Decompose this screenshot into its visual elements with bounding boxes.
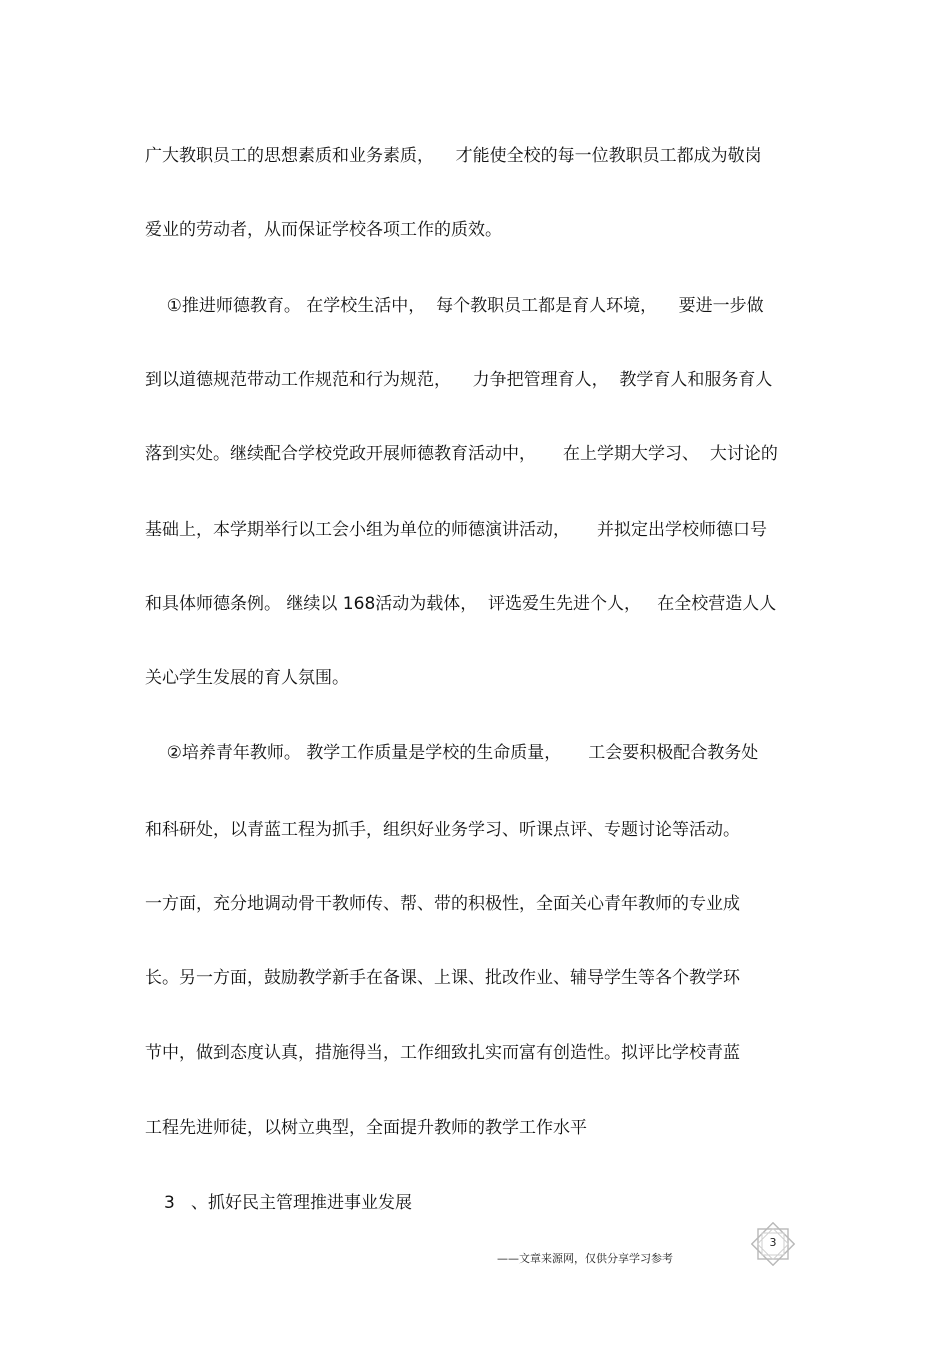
paragraph-line: 爱业的劳动者，从而保证学校各项工作的质效。 xyxy=(145,220,502,240)
paragraph-line: 节中，做到态度认真，措施得当，工作细致扎实而富有创造性。拟评比学校青蓝 xyxy=(145,1043,740,1063)
paragraph-line: 关心学生发展的育人氛围。 xyxy=(145,668,349,688)
paragraph-line: 和科研处，以青蓝工程为抓手，组织好业务学习、听课点评、专题讨论等活动。 xyxy=(145,820,740,840)
paragraph-line: ②培养青年教师。 教学工作质量是学校的生命质量， 工会要积极配合教务处 xyxy=(145,743,759,763)
page-number-badge xyxy=(751,1222,795,1266)
paragraph-line: 广大教职员工的思想素质和业务素质， 才能使全校的每一位教职员工都成为敬岗 xyxy=(145,146,762,166)
paragraph-line: 长。另一方面，鼓励教学新手在备课、上课、批改作业、辅导学生等各个教学环 xyxy=(145,968,740,988)
section-heading: 3 、抓好民主管理推进事业发展 xyxy=(164,1193,413,1213)
paragraph-line: 落到实处。继续配合学校党政开展师德教育活动中， 在上学期大学习、 大讨论的 xyxy=(145,444,778,464)
footer-source-note: ——文章来源网，仅供分享学习参考 xyxy=(497,1252,673,1265)
paragraph-line: 和具体师德条例。 继续以 168活动为载体， 评选爱生先进个人， 在全校营造人人 xyxy=(145,594,777,614)
paragraph-line: 到以道德规范带动工作规范和行为规范， 力争把管理育人， 教学育人和服务育人 xyxy=(145,370,773,390)
page-number: 3 xyxy=(769,1236,777,1249)
paragraph-line: 工程先进师徒，以树立典型，全面提升教师的教学工作水平 xyxy=(145,1118,587,1138)
paragraph-line: ①推进师德教育。 在学校生活中， 每个教职员工都是育人环境， 要进一步做 xyxy=(145,296,764,316)
paragraph-line: 基础上，本学期举行以工会小组为单位的师德演讲活动， 并拟定出学校师德口号 xyxy=(145,520,768,540)
paragraph-line: 一方面，充分地调动骨干教师传、帮、带的积极性，全面关心青年教师的专业成 xyxy=(145,894,740,914)
